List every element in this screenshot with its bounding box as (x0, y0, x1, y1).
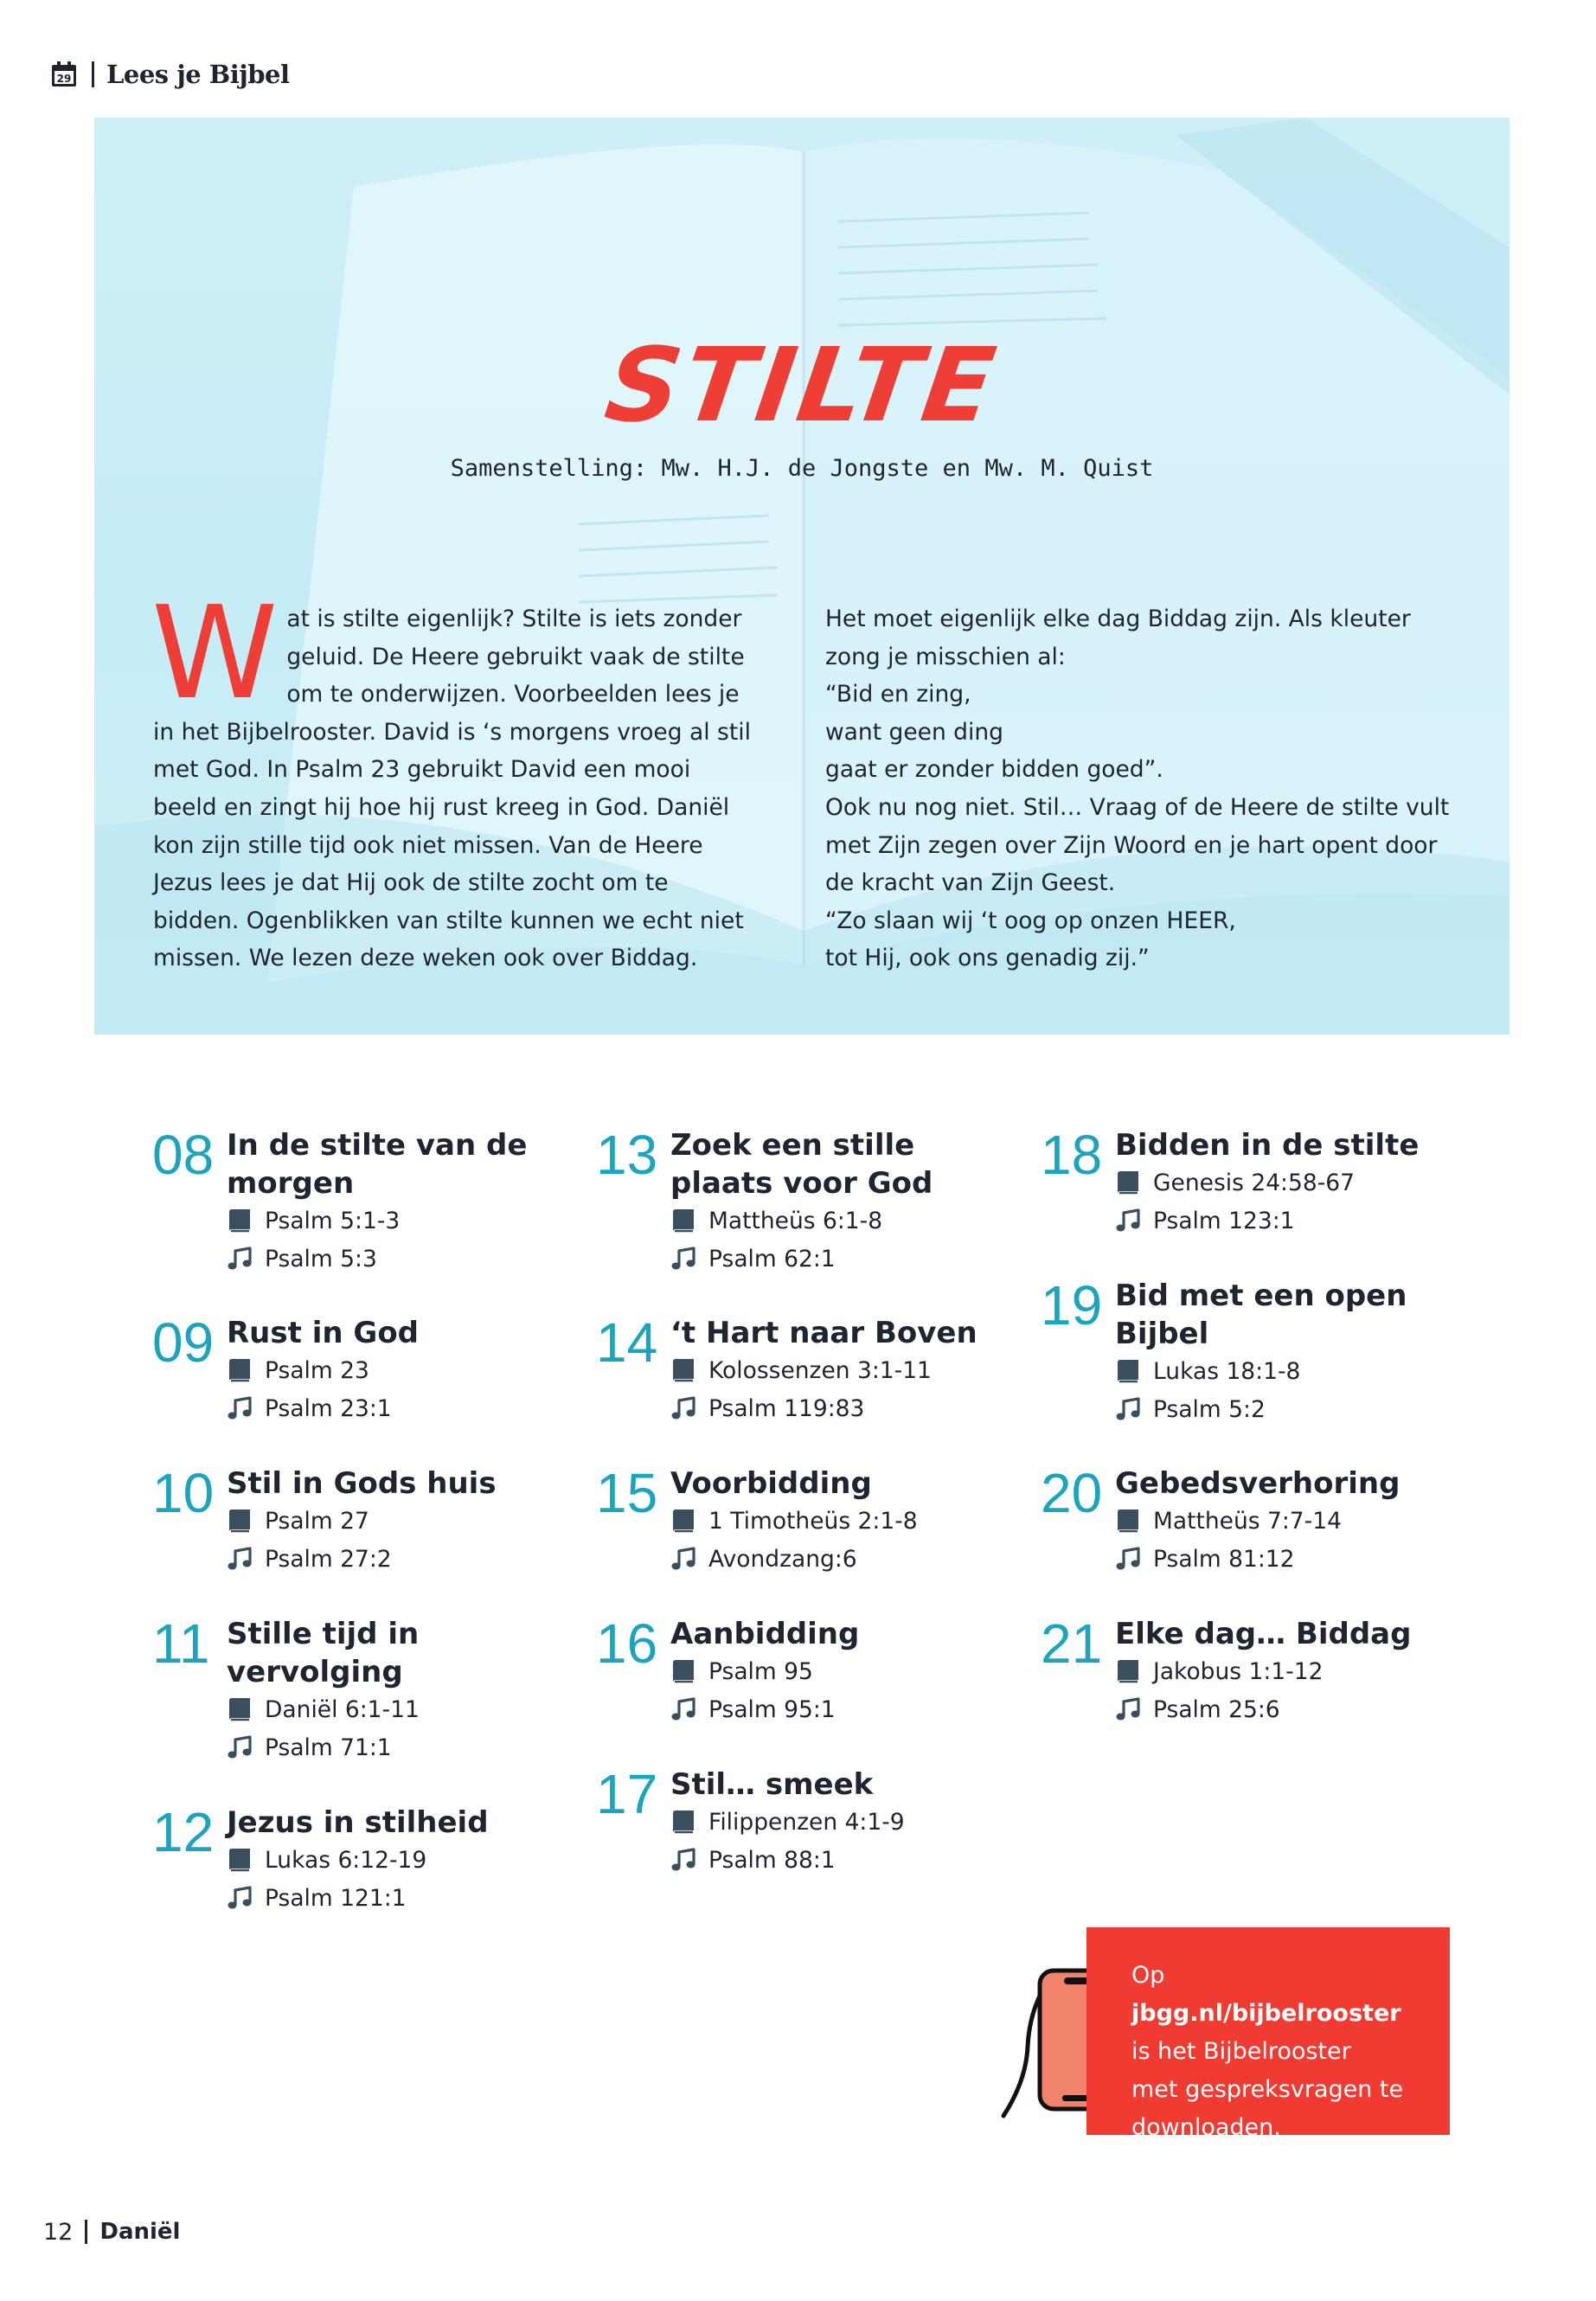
day-number: 10 (152, 1462, 215, 1524)
music-note-icon (227, 1395, 253, 1421)
page-header (50, 57, 290, 92)
footer-divider (85, 2220, 87, 2244)
song-ref (1115, 1541, 1295, 1577)
music-note-icon (670, 1847, 696, 1873)
callout-line: downloaden. (1131, 2114, 1281, 2141)
calendar-day: 29 (56, 73, 72, 85)
day-number: 20 (1041, 1462, 1103, 1524)
song-ref (227, 1729, 392, 1766)
book-icon (670, 1809, 696, 1835)
song-text: Psalm 25:6 (1153, 1695, 1280, 1723)
reading-text: Psalm 95 (708, 1657, 813, 1685)
reading-text: Mattheüs 6:1-8 (708, 1207, 883, 1234)
intro-left-text: at is stilte eigenlijk? Stilte is iets zonder geluid. De Heere gebruikt vaak de stilte om te onderwijzen. Voorbeelden lees je in het Bijbelrooster. David is ‘s morgens vroeg al stil met God. In Psalm 23 gebruikt David een mooi beeld en zingt hij hoe hij rust kreeg in God. Daniël kon zijn stille tijd ook niet missen. Van de Heere Jezus lees je dat Hij ook de stilte zocht om te bidden. Ogenblikken van stilte kunnen we echt niet missen. We lezen deze weken ook over Biddag. (153, 606, 751, 972)
music-note-icon (1115, 1696, 1141, 1722)
book-icon (227, 1508, 253, 1534)
day-number: 13 (596, 1124, 658, 1186)
music-note-icon (227, 1885, 253, 1911)
day-title: Aanbidding (670, 1617, 860, 1651)
music-note-icon (1115, 1546, 1141, 1572)
hero-banner (94, 118, 1509, 1035)
song-text: Psalm 5:3 (265, 1245, 377, 1272)
music-note-icon (227, 1246, 253, 1272)
section-label: Lees je Bijbel (106, 60, 290, 89)
book-icon (670, 1208, 696, 1234)
reading-ref (1115, 1503, 1342, 1539)
day-number: 14 (596, 1311, 658, 1374)
intro-right-line: gaat er zonder bidden goed”. (825, 756, 1163, 784)
music-note-icon (227, 1734, 253, 1760)
song-ref (670, 1541, 857, 1577)
day-number: 11 (152, 1612, 210, 1675)
day-title: Elke dag… Biddag (1115, 1617, 1412, 1651)
music-note-icon (227, 1546, 253, 1572)
book-icon (227, 1696, 253, 1722)
song-text: Psalm 121:1 (265, 1884, 407, 1912)
day-title: ‘t Hart naar Boven (670, 1316, 977, 1350)
reading-text: Psalm 27 (265, 1507, 369, 1535)
reading-ref (227, 1202, 400, 1239)
bijbelrooster-link[interactable]: jbgg.nl/bijbelrooster (1131, 2000, 1401, 2027)
day-title: In de stilte van de morgen (227, 1128, 528, 1201)
song-text: Psalm 62:1 (708, 1245, 836, 1272)
book-icon (1115, 1508, 1141, 1534)
download-callout (1086, 1927, 1450, 2141)
reading-ref (670, 1503, 918, 1539)
book-icon (670, 1658, 696, 1684)
callout-line: is het Bijbelrooster (1131, 2038, 1351, 2065)
author-credit: Samenstelling: Mw. H.J. de Jongste en Mw. M. Quist (450, 455, 1154, 482)
song-ref (670, 1842, 836, 1878)
song-ref (670, 1691, 836, 1727)
song-ref (227, 1541, 392, 1577)
song-ref (1115, 1202, 1295, 1239)
song-ref (1115, 1691, 1280, 1727)
reading-ref (670, 1352, 932, 1388)
reading-ref (227, 1352, 369, 1388)
day-number: 17 (596, 1763, 658, 1825)
drop-cap: W (151, 579, 279, 727)
song-text: Psalm 123:1 (1153, 1207, 1295, 1234)
music-note-icon (670, 1395, 696, 1421)
day-title: Stil in Gods huis (227, 1466, 497, 1501)
song-text: Psalm 88:1 (708, 1846, 836, 1874)
callout-text (1131, 1957, 1434, 2147)
day-number: 18 (1041, 1124, 1103, 1186)
reading-text: Daniël 6:1-11 (265, 1695, 420, 1723)
book-icon (670, 1508, 696, 1534)
song-text: Psalm 5:2 (1153, 1395, 1266, 1423)
reading-text: Psalm 23 (265, 1356, 369, 1384)
song-ref (670, 1240, 836, 1277)
song-text: Avondzang:6 (708, 1545, 857, 1573)
reading-text: Jakobus 1:1-12 (1153, 1657, 1324, 1685)
song-ref (227, 1390, 392, 1426)
music-note-icon (1115, 1208, 1141, 1234)
book-icon (227, 1847, 253, 1873)
book-icon (1115, 1658, 1141, 1684)
day-number: 19 (1041, 1274, 1103, 1336)
page-title: STILTE (599, 325, 1005, 445)
intro-right-line: “Bid en zing, (825, 681, 971, 708)
reading-ref (227, 1842, 426, 1878)
day-number: 08 (152, 1124, 215, 1186)
reading-text: Lukas 18:1-8 (1153, 1357, 1301, 1385)
song-ref (227, 1240, 377, 1277)
reading-ref (227, 1503, 369, 1539)
book-icon (670, 1357, 696, 1383)
intro-right-column (825, 600, 1465, 977)
header-divider (92, 61, 94, 87)
song-text: Psalm 71:1 (265, 1734, 392, 1761)
intro-left-column (151, 579, 759, 977)
reading-text: Kolossenzen 3:1-11 (708, 1356, 932, 1384)
book-icon (227, 1357, 253, 1383)
reading-ref (1115, 1653, 1323, 1689)
book-icon (227, 1208, 253, 1234)
page-footer (43, 2214, 180, 2249)
day-number: 12 (152, 1801, 215, 1863)
music-note-icon (670, 1696, 696, 1722)
intro-right-line: “Zo slaan wij ‘t oog op onzen HEER, (825, 907, 1236, 934)
reading-ref (1115, 1164, 1355, 1201)
reading-ref (227, 1691, 420, 1727)
day-title: Voorbidding (670, 1466, 872, 1501)
song-text: Psalm 81:12 (1153, 1545, 1295, 1573)
song-text: Psalm 23:1 (265, 1394, 392, 1422)
day-number: 15 (596, 1462, 658, 1524)
song-text: Psalm 27:2 (265, 1545, 392, 1573)
day-number: 21 (1041, 1612, 1103, 1675)
music-note-icon (670, 1246, 696, 1272)
day-title: Jezus in stilheid (227, 1805, 489, 1840)
day-number: 16 (596, 1612, 658, 1675)
book-icon (1115, 1358, 1141, 1384)
page-number: 12 (43, 2218, 74, 2246)
song-ref (227, 1880, 407, 1916)
song-text: Psalm 119:83 (708, 1394, 865, 1422)
reading-text: Filippenzen 4:1-9 (708, 1808, 905, 1836)
song-ref (670, 1390, 864, 1426)
reading-ref (1115, 1353, 1300, 1389)
reading-text: Mattheüs 7:7-14 (1153, 1507, 1342, 1535)
intro-paragraph (151, 579, 759, 977)
reading-ref (670, 1653, 813, 1689)
calendar-icon (50, 61, 78, 88)
day-title: Stil… smeek (670, 1767, 874, 1802)
music-note-icon (1115, 1396, 1141, 1422)
day-title: Bid met een open Bijbel (1115, 1279, 1407, 1351)
day-title: Bidden in de stilte (1115, 1128, 1420, 1163)
reading-text: Lukas 6:12-19 (265, 1846, 427, 1874)
reading-text: Psalm 5:1-3 (265, 1207, 401, 1234)
callout-prefix: Op (1131, 1962, 1165, 1989)
day-title: Rust in God (227, 1316, 420, 1350)
song-text: Psalm 95:1 (708, 1695, 836, 1723)
callout-line: met gespreksvragen te (1131, 2076, 1404, 2103)
reading-text: 1 Timotheüs 2:1-8 (708, 1507, 918, 1535)
reading-ref (670, 1202, 882, 1239)
song-ref (1115, 1391, 1266, 1427)
day-title: Zoek een stille plaats voor God (670, 1128, 933, 1201)
reading-ref (670, 1804, 905, 1840)
music-note-icon (670, 1546, 696, 1572)
day-title: Stille tijd in vervolging (227, 1617, 420, 1689)
book-name: Daniël (99, 2219, 181, 2245)
intro-right-line: Het moet eigenlijk elke dag Biddag zijn. Als kleuter zong je misschien al: (825, 606, 1411, 670)
intro-right-line: want geen ding (825, 718, 1003, 746)
day-number: 09 (152, 1311, 215, 1374)
book-icon (1115, 1170, 1141, 1195)
intro-right-line: tot Hij, ook ons genadig zij.” (825, 945, 1150, 972)
reading-text: Genesis 24:58-67 (1153, 1169, 1355, 1196)
intro-right-line: Ook nu nog niet. Stil… Vraag of de Heere de stilte vult met Zijn zegen over Zijn Woord en je hart opent door de kracht van Zijn Geest. (825, 793, 1450, 897)
day-title: Gebedsverhoring (1115, 1466, 1401, 1501)
